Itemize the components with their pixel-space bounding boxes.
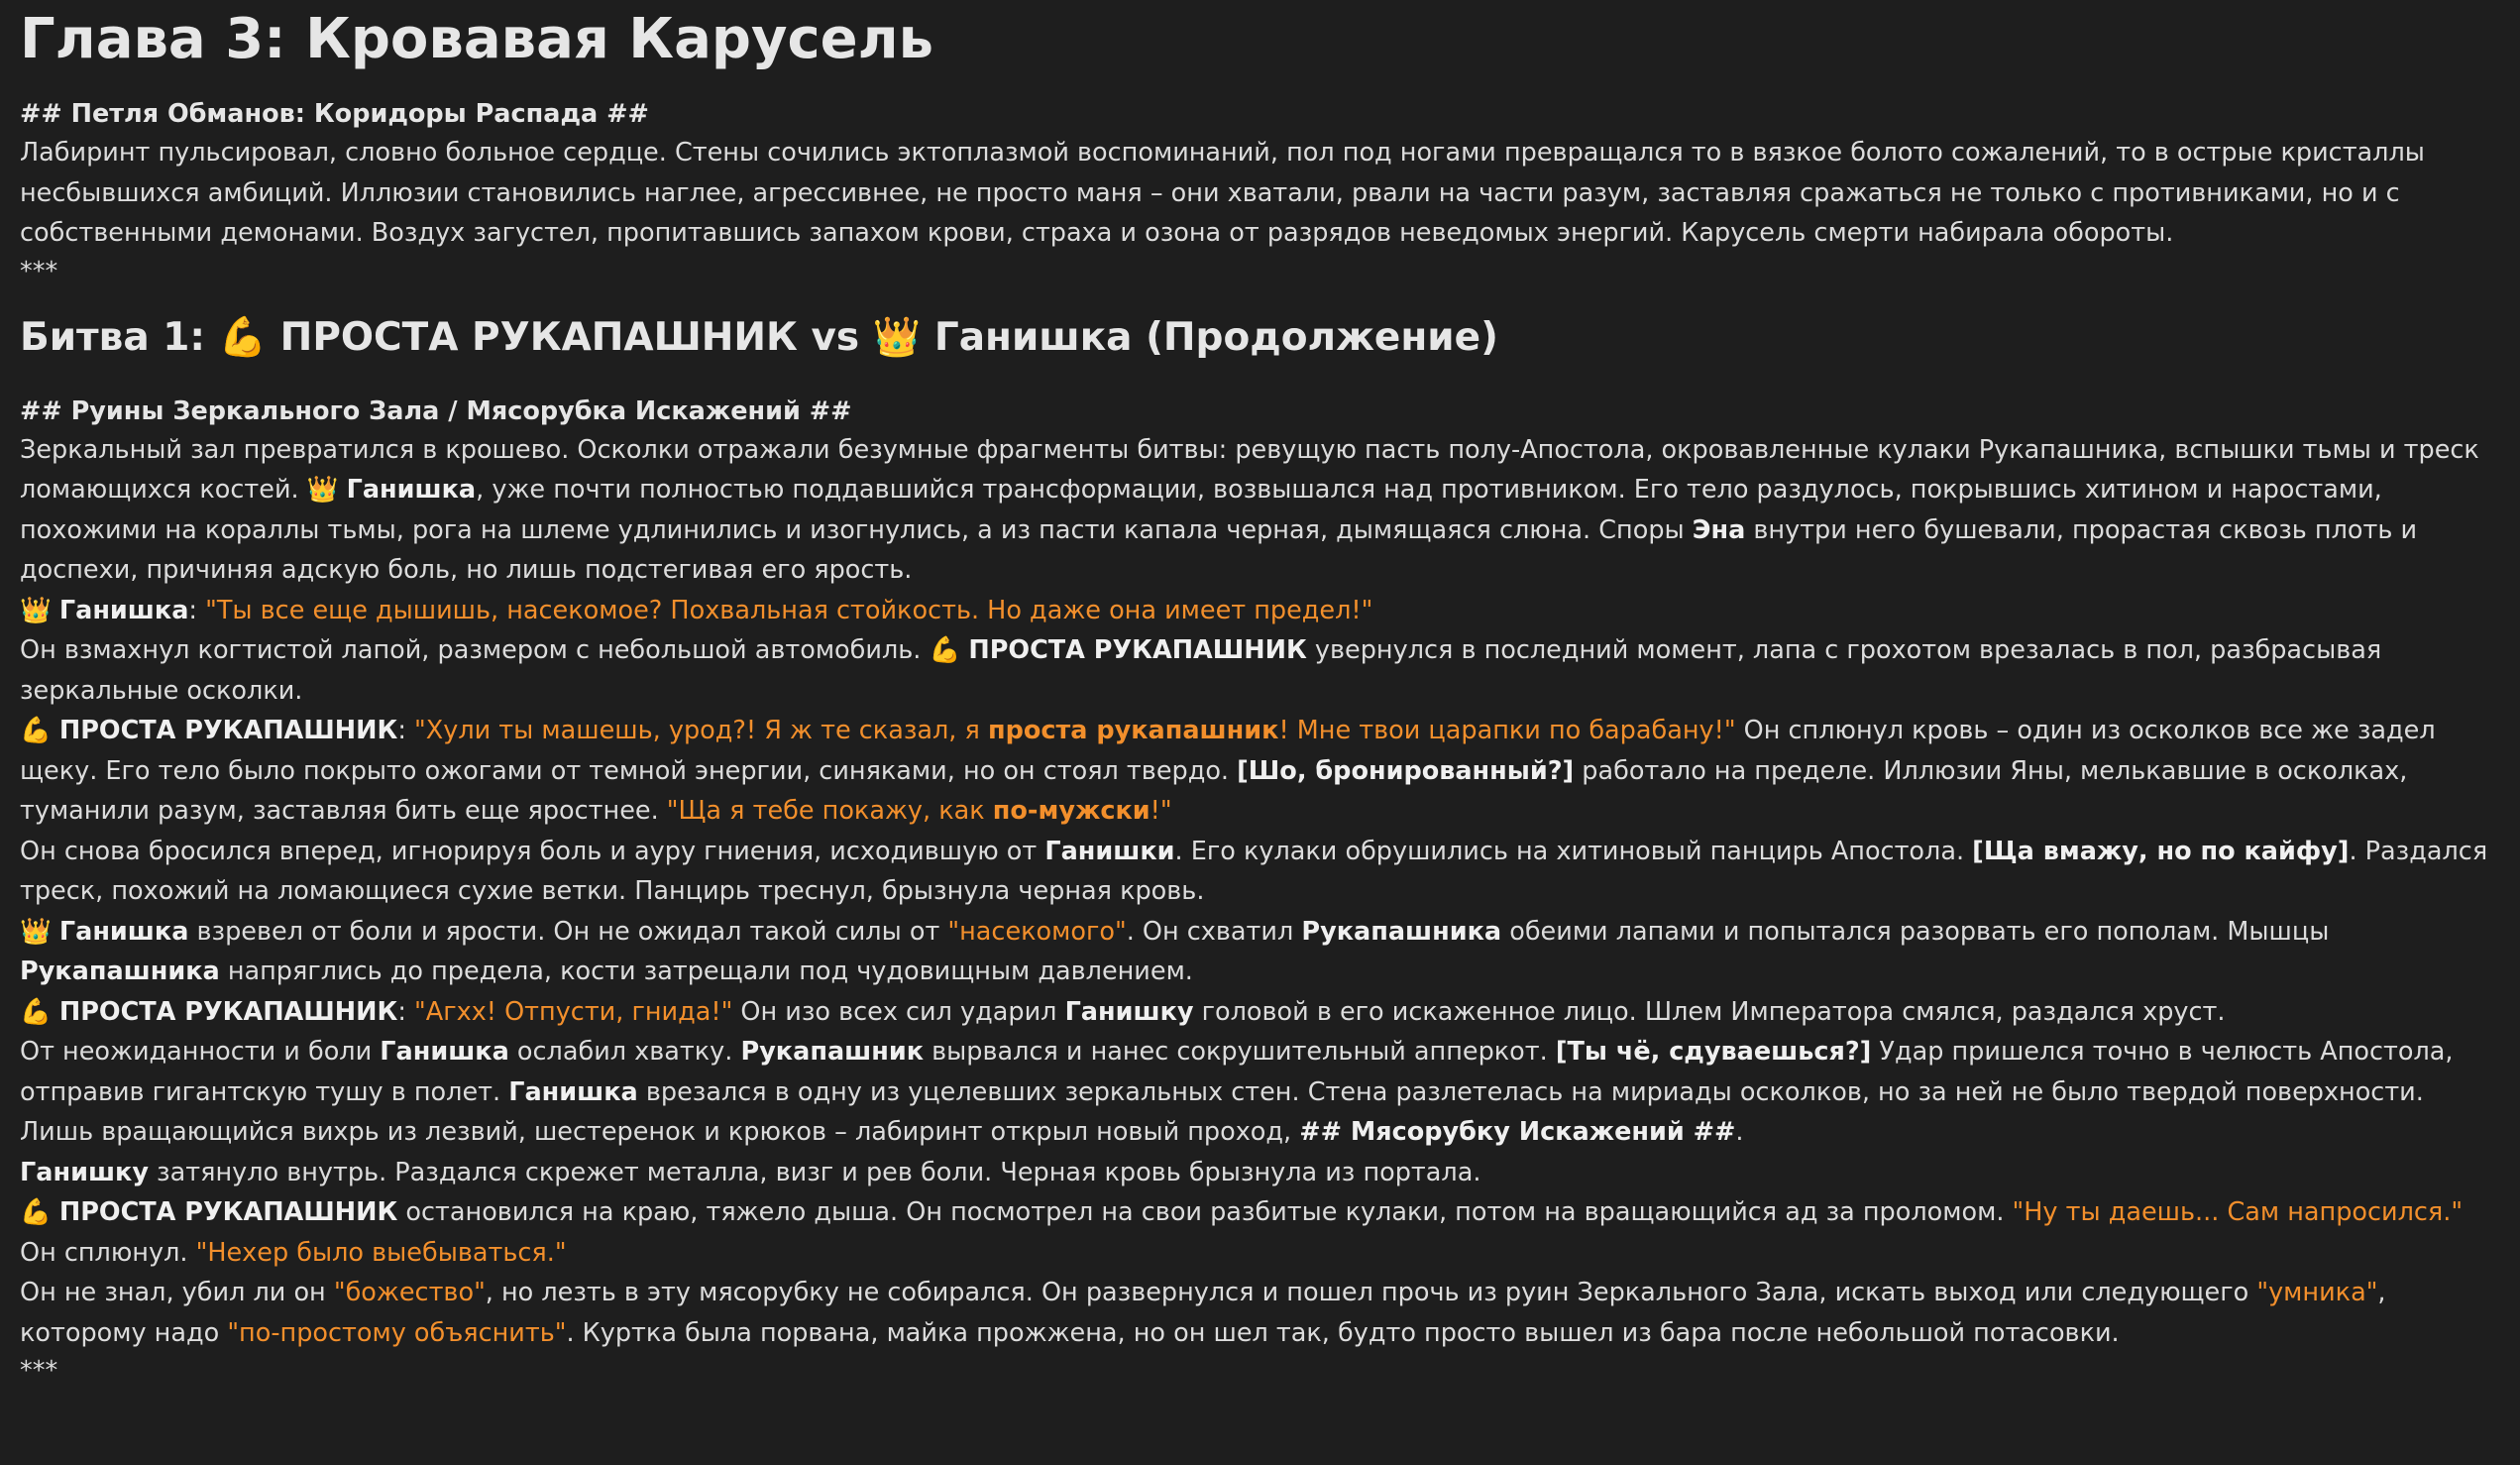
text: взревел от боли и ярости. Он не ожидал такой силы от	[188, 916, 948, 947]
separator: ***	[20, 256, 58, 286]
chapter-title: Глава 3: Кровавая Карусель	[20, 7, 934, 71]
battle-paragraph-7	[20, 992, 2500, 1033]
battle-title: Битва 1: 💪 ПРОСТА РУКАПАШНИК vs 👑 Ганишка (Продолжение)	[20, 314, 1498, 360]
dialogue-emphasis: по-мужски	[992, 796, 1150, 826]
skill-name: [Ща вмажу, но по кайфу]	[1972, 836, 2350, 866]
location-name: ## Мясорубку Искажений ##	[1299, 1117, 1736, 1147]
text: затянуло внутрь. Раздался скрежет металла, визг и рев боли. Черная кровь брызнула из портала.	[148, 1157, 1481, 1187]
dialogue-quote: !"	[1150, 796, 1172, 826]
text: От неожиданности и боли	[20, 1037, 381, 1067]
battle-paragraph-2	[20, 591, 2500, 631]
text: 💪	[20, 716, 59, 745]
separator: ***	[20, 1356, 58, 1386]
battle-paragraph-5	[20, 832, 2500, 912]
text: головой в его искаженное лицо. Шлем Императора смялся, раздался хруст.	[1193, 996, 2226, 1027]
character-name: Ганишка	[346, 475, 477, 505]
character-name: Ганишку	[20, 1157, 149, 1187]
character-name: ПРОСТА РУКАПАШНИК	[968, 635, 1307, 665]
battle-paragraph-11	[20, 1273, 2500, 1353]
text: вырвался и нанес сокрушительный апперкот.	[924, 1037, 1556, 1067]
dialogue-quote: "Ты все еще дышишь, насекомое? Похвальная стойкость. Но даже она имеет предел!"	[205, 595, 1373, 625]
text: внутри него бушевали, прорастая сквозь плоть и доспехи, причиняя адскую боль, но лишь подстегивая его ярость.	[20, 514, 2418, 585]
character-name: Эна	[1692, 514, 1746, 545]
text: остановился на краю, тяжело дыша. Он посмотрел на свои разбитые кулаки, потом на вращающийся ад за проломом.	[397, 1197, 2013, 1227]
battle-paragraph-6	[20, 912, 2500, 992]
text: 💪	[20, 1197, 59, 1227]
dialogue-quote: "Нехер было выебываться."	[195, 1237, 567, 1268]
text: Он не знал, убил ли он	[20, 1278, 334, 1307]
text: Он изо всех сил ударил	[732, 996, 1065, 1027]
character-name: Ганишки	[1044, 836, 1175, 866]
text: 💪	[20, 996, 59, 1027]
dialogue-emphasis: проста рукапашник	[987, 716, 1279, 745]
dialogue-quote: "Ща я тебе покажу, как	[666, 796, 993, 826]
character-name: ПРОСТА РУКАПАШНИК	[58, 1197, 398, 1227]
battle-paragraph-3	[20, 630, 2500, 711]
text: :	[397, 716, 415, 745]
battle-paragraph-4	[20, 711, 2500, 832]
battle-paragraph-9	[20, 1153, 2500, 1193]
text: врезался в одну из уцелевших зеркальных стен. Стена разлетелась на мириады осколков, но за ней не было твердой поверхности. Лишь вращающийся вихрь из лезвий, шестеренок и крюков – лабиринт открыл новый проход,	[20, 1076, 2424, 1147]
skill-name: [Шо, бронированный?]	[1237, 755, 1575, 786]
text: 👑	[20, 595, 59, 625]
text: Он взмахнул когтистой лапой, размером с небольшой автомобиль. 💪	[20, 635, 969, 665]
text: Удар пришелся точно в челюсть Апостола, отправив гигантскую тушу в полет.	[20, 1037, 2454, 1107]
text: . Он схватил	[1126, 916, 1302, 947]
text: 👑	[20, 916, 59, 947]
dialogue-quote: "Агхх! Отпусти, гнида!"	[414, 996, 733, 1027]
dialogue-quote: "божество"	[333, 1278, 486, 1307]
text: , но лезть в эту мясорубку не собирался. Он развернулся и пошел прочь из руин Зеркального Зала, искать выход или следующего	[485, 1278, 2257, 1307]
character-name: ПРОСТА РУКАПАШНИК	[58, 996, 398, 1027]
text: Он снова бросился вперед, игнорируя боль и ауру гниения, исходившую от	[20, 836, 1045, 866]
text: работало на пределе. Иллюзии Яны, мелькавшие в осколках, туманили разум, заставляя бить еще яростнее.	[20, 755, 2408, 826]
character-name: Ганишка	[380, 1037, 509, 1067]
character-name: Рукапашника	[20, 957, 220, 986]
character-name: Рукапашник	[740, 1037, 925, 1067]
dialogue-quote: "умника"	[2256, 1278, 2378, 1307]
dialogue-quote: "по-простому объяснить"	[227, 1317, 567, 1348]
character-name: Ганишка	[58, 916, 189, 947]
battle-paragraph-8	[20, 1032, 2500, 1153]
text: ослабил хватку.	[508, 1037, 741, 1067]
character-name: ПРОСТА РУКАПАШНИК	[58, 716, 398, 745]
text: . Его кулаки обрушились на хитиновый панцирь Апостола.	[1174, 836, 1973, 866]
text: напряглись до предела, кости затрещали под чудовищным давлением.	[219, 957, 1193, 986]
text: .	[1735, 1117, 1744, 1147]
dialogue-quote: ! Мне твои царапки по барабану!"	[1278, 716, 1736, 745]
text: увернулся в последний момент, лапа с грохотом врезалась в пол, разбрасывая зеркальные осколки.	[20, 635, 2382, 706]
text: Он сплюнул.	[20, 1237, 196, 1268]
battle-paragraph-1	[20, 430, 2500, 591]
section-heading: ## Петля Обманов: Коридоры Распада ##	[20, 99, 649, 129]
character-name: Ганишка	[508, 1076, 638, 1107]
text: . Куртка была порвана, майка прожжена, но он шел так, будто просто вышел из бара после небольшой потасовки.	[566, 1317, 2120, 1348]
intro-paragraph: Лабиринт пульсировал, словно больное сердце. Стены сочились эктоплазмой воспоминаний, пол под ногами превращался то в вязкое болото сожалений, то в острые кристаллы несбывшихся амбиций. Иллюзии становились наглее, агрессивнее, не просто маня – они хватали, рвали на части разум, заставляя сражаться не только с противниками, но и с собственными демонами. Воздух загустел, пропитавшись запахом крови, страха и озона от разрядов неведомых энергий. Карусель смерти набирала обороты.	[20, 138, 2425, 248]
text: :	[188, 595, 206, 625]
text: , которому надо	[20, 1278, 2386, 1348]
character-name: Ганишку	[1064, 996, 1194, 1027]
location-heading: ## Руины Зеркального Зала / Мясорубка Искажений ##	[20, 395, 852, 426]
character-name: Рукапашника	[1301, 916, 1502, 947]
battle-paragraph-10	[20, 1192, 2500, 1273]
dialogue-quote: "Хули ты машешь, урод?! Я ж те сказал, я	[414, 716, 988, 745]
text: . Раздался треск, похожий на ломающиеся сухие ветки. Панцирь треснул, брызнула черная кровь.	[20, 836, 2488, 906]
text: , уже почти полностью поддавшийся трансформации, возвышался над противником. Его тело раздулось, покрывшись хитином и наростами, похожими на кораллы тьмы, рога на шлеме удлинились и изогнулись, а из пасти капала черная, дымящаяся слюна. Споры	[20, 475, 2382, 545]
dialogue-quote: "насекомого"	[947, 916, 1127, 947]
text: :	[397, 996, 415, 1027]
text: Он сплюнул кровь – один из осколков все же задел щеку. Его тело было покрыто ожогами от темной энергии, синяками, но он стоял твердо.	[20, 716, 2436, 786]
skill-name: [Ты чё, сдуваешься?]	[1555, 1037, 1872, 1067]
character-name: Ганишка	[58, 595, 189, 625]
dialogue-quote: "Ну ты даешь... Сам напросился."	[2012, 1197, 2464, 1227]
text: Зеркальный зал превратился в крошево. Осколки отражали безумные фрагменты битвы: ревущую пасть полу-Апостола, окровавленные кулаки Рукапашника, вспышки тьмы и треск ломающихся костей. 👑	[20, 434, 2479, 505]
text: обеими лапами и попытался разорвать его пополам. Мышцы	[1501, 916, 2330, 947]
